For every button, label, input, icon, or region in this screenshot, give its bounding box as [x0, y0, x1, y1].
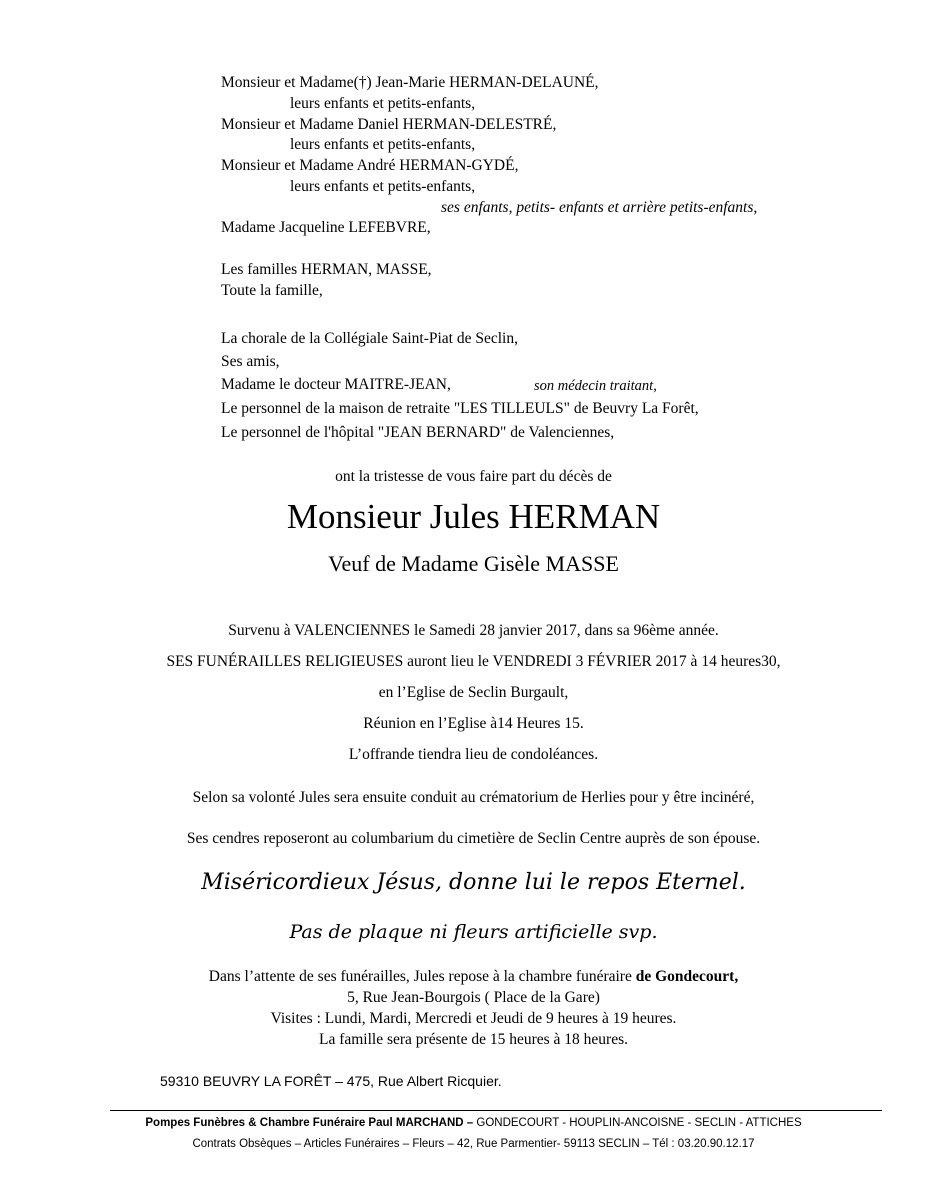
widower-of: Veuf de Madame Gisèle MASSE [328, 551, 619, 576]
family-line: Monsieur et Madame Daniel HERMAN-DELESTRÉ, [221, 116, 557, 133]
rest-line-bold: de Gondecourt, [635, 968, 739, 985]
family-line: leurs enfants et petits-enfants, [290, 136, 476, 153]
family-line: ses enfants, petits- enfants et arrière petits-enfants, [441, 199, 758, 216]
detail-line: SES FUNÉRAILLES RELIGIEUSES auront lieu le VENDREDI 3 FÉVRIER 2017 à 14 heures30, [166, 653, 781, 670]
rest-line: 5, Rue Jean-Bourgois ( Place de la Gare) [347, 989, 600, 1006]
family-line: Le personnel de l'hôpital "JEAN BERNARD" de Valenciennes, [221, 424, 615, 441]
detail-line: L’offrande tiendra lieu de condoléances. [348, 746, 599, 763]
family-line: Le personnel de la maison de retraite "LES TILLEULS" de Beuvry La Forêt, [221, 400, 699, 417]
prayer: Miséricordieux Jésus, donne lui le repos Eternel. [201, 870, 746, 895]
rest-line-text: Dans l’attente de ses funérailles, Jules repose à la chambre funéraire [208, 968, 636, 985]
detail-line: Réunion en l’Eglise à14 Heures 15. [363, 715, 584, 732]
family-line: Monsieur et Madame(†) Jean-Marie HERMAN-DELAUNÉ, [221, 74, 599, 91]
deceased-name: Monsieur Jules HERMAN [286, 497, 661, 536]
footer-company [0, 1117, 947, 1129]
family-line: Madame Jacqueline LEFEBVRE, [221, 219, 431, 236]
announcement: ont la tristesse de vous faire part du décès de [335, 468, 612, 485]
family-line: Madame le docteur MAITRE-JEAN, [221, 376, 451, 393]
footer-company-name: Pompes Funèbres & Chambre Funéraire Paul MARCHAND – [145, 1117, 477, 1129]
family-line: Les familles HERMAN, MASSE, [221, 261, 432, 278]
family-line: leurs enfants et petits-enfants, [290, 95, 476, 112]
family-line: Ses amis, [221, 353, 280, 370]
detail-line: en l’Eglise de Seclin Burgault, [378, 684, 569, 701]
footer-divider [110, 1110, 882, 1111]
detail-line: Ses cendres reposeront au columbarium du cimetière de Seclin Centre auprès de son épouse. [186, 830, 761, 847]
family-line: son médecin traitant, [534, 378, 657, 394]
rest-line [0, 968, 947, 986]
rest-line: La famille sera présente de 15 heures à 18 heures. [318, 1031, 628, 1048]
footer-locations: GONDECOURT - HOUPLIN-ANCOISNE - SECLIN - ATTICHES [476, 1117, 802, 1129]
detail-line: Survenu à VALENCIENNES le Samedi 28 janvier 2017, dans sa 96ème année. [228, 622, 719, 639]
family-line: leurs enfants et petits-enfants, [290, 178, 476, 195]
no-flowers-note: Pas de plaque ni fleurs artificielle svp. [289, 921, 658, 943]
family-line: Monsieur et Madame André HERMAN-GYDÉ, [221, 157, 519, 174]
home-address: 59310 BEUVRY LA FORÊT – 475, Rue Albert Ricquier. [160, 1073, 502, 1089]
rest-line: Visites : Lundi, Mardi, Mercredi et Jeudi de 9 heures à 19 heures. [270, 1010, 677, 1027]
detail-line: Selon sa volonté Jules sera ensuite conduit au crématorium de Herlies pour y être incinéré, [192, 789, 755, 806]
family-line: Toute la famille, [221, 282, 323, 299]
footer-services: Contrats Obsèques – Articles Funéraires – Fleurs – 42, Rue Parmentier- 59113 SECLIN – Tél : 03.20.90.12.17 [192, 1138, 755, 1150]
family-line: La chorale de la Collégiale Saint-Piat de Seclin, [221, 330, 518, 347]
